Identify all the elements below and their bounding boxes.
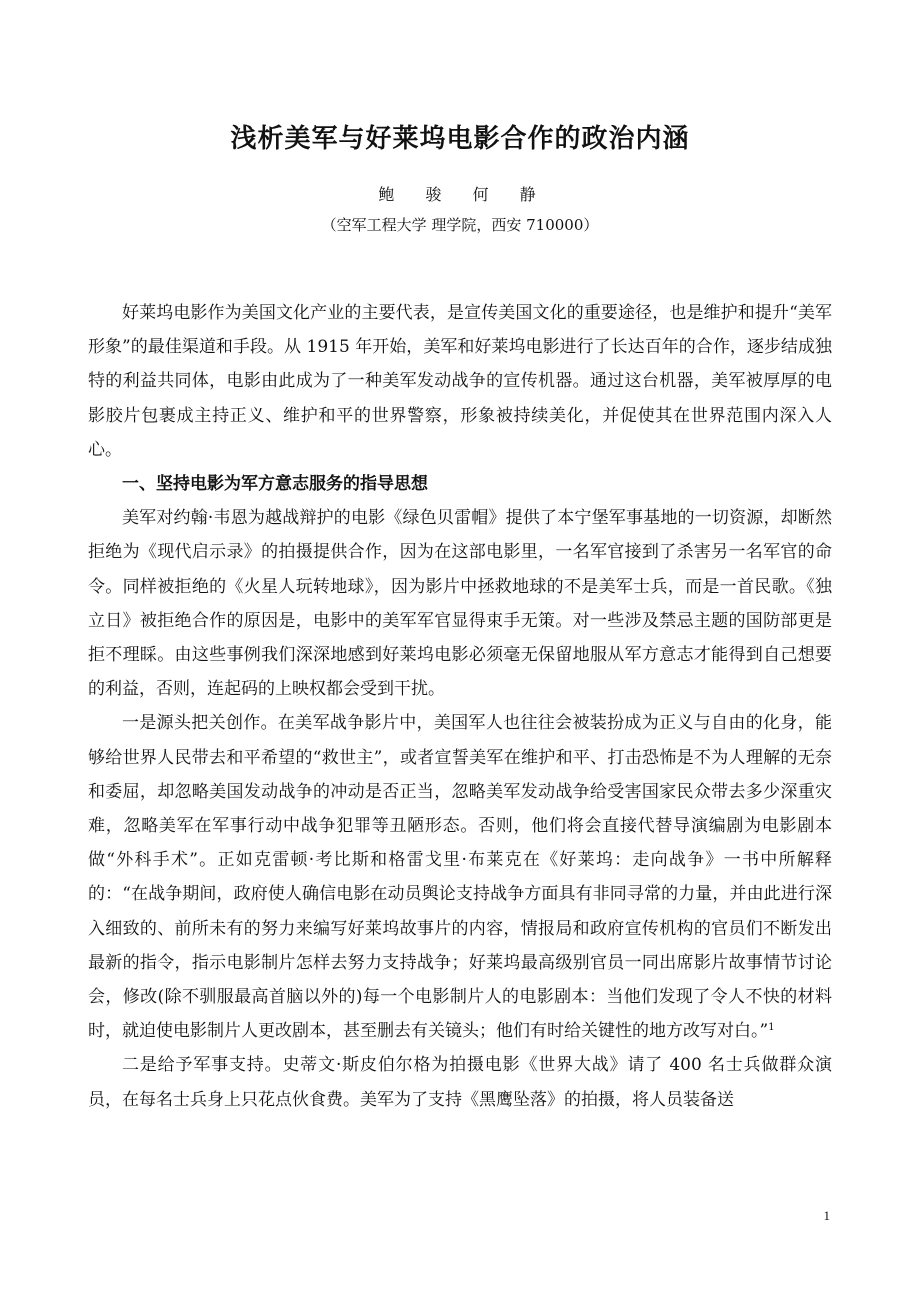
paragraph-military-support: 二是给予军事支持。史蒂文·斯皮伯尔格为拍摄电影《世界大战》请了 400 名士兵做群众演员，在每名士兵身上只花点伙食费。美军为了支持《黑鹰坠落》的拍摄，将人员装备送 [88, 1055, 832, 1110]
author-affiliation: （空军工程大学 理学院，西安 710000） [321, 216, 599, 234]
paragraph-creation-control [88, 706, 832, 1048]
document-title: 浅析美军与好莱坞电影合作的政治内涵 [230, 124, 690, 154]
section-heading: 一、坚持电影为军方意志服务的指导思想 [122, 474, 428, 495]
paragraph-examples: 美军对约翰·韦恩为越战辩护的电影《绿色贝雷帽》提供了本宁堡军事基地的一切资源，却断然拒绝为《现代启示录》的拍摄提供合作，因为在这部电影里，一名军官接到了杀害另一名军官的命令。同样被拒绝的《火星人玩转地球》，因为影片中拯救地球的不是美军士兵，而是一首民歌。《独立日》被拒绝合作的原因是，电影中的美军军官显得束手无策。对一些涉及禁忌主题的国防部更是拒不理睬。由这些事例我们深深地感到好莱坞电影必须毫无保留地服从军方意志才能得到自己想要的利益，否则，连起码的上映权都会受到干扰。 [88, 508, 832, 700]
footnote-marker: 1 [768, 1022, 775, 1034]
paragraph-creation-text: 一是源头把关创作。在美军战争影片中，美国军人也往往会被装扮成为正义与自由的化身，能够给世界人民带去和平希望的“救世主”，或者宣誓美军在维护和平、打击恐怖是不为人理解的无奈和委屈，却忽略美国发动战争的冲动是否正当，忽略美军发动战争给受害国家民众带去多少深重灾难，忽略美军在军事行动中战争犯罪等丑陋形态。否则，他们将会直接代替导演编剧为电影剧本做“外科手术”。正如克雷顿·考比斯和格雷戈里·布莱克在《好莱坞：走向战争》一书中所解释的：“在战争期间，政府使人确信电影在动员舆论支持战争方面具有非同寻常的力量，并由此进行深入细致的、前所未有的努力来编写好莱坞故事片的内容，情报局和政府宣传机构的官员们不断发出最新的指令，指示电影制片怎样去努力支持战争；好莱坞最高级别官员一同出席影片故事情节讨论会，修改(除不驯服最高首脑以外的)每一个电影制片人的电影剧本：当他们发现了令人不快的材料时，就迫使电影制片人更改剧本，甚至删去有关镜头；他们有时给关键性的地方改写对白。” [88, 713, 832, 1042]
paragraph-intro: 好莱坞电影作为美国文化产业的主要代表，是宣传美国文化的重要途径，也是维护和提升“美军形象”的最佳渠道和手段。从 1915 年开始，美军和好莱坞电影进行了长达百年的合作，逐步结成独特的利益共同体，电影由此成为了一种美军发动战争的宣传机器。通过这台机器，美军被厚厚的电影胶片包裹成主持正义、维护和平的世界警察，形象被持续美化，并促使其在世界范围内深入人心。 [88, 303, 832, 460]
page-number: 1 [823, 1208, 830, 1223]
document-body [88, 296, 832, 1117]
author-names: 鲍 骏 何 静 [378, 185, 542, 204]
